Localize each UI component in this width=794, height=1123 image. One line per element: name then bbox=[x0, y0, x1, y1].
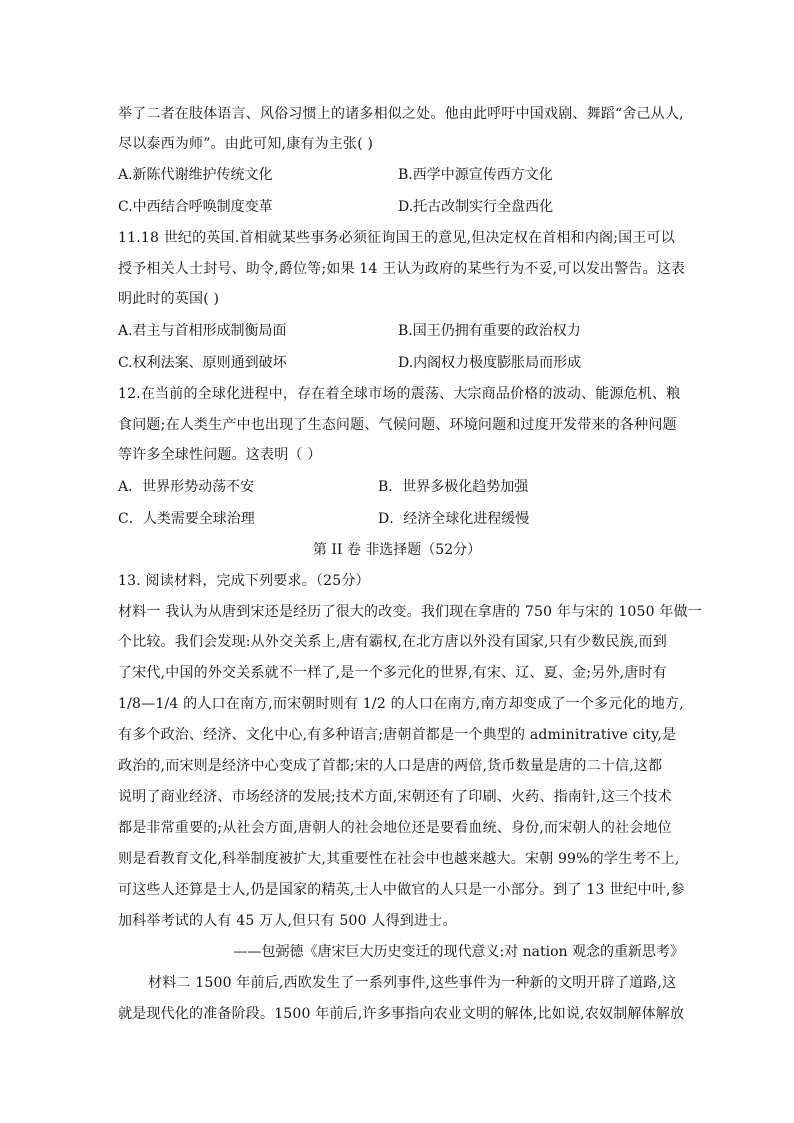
q10-option-b: B.西学中源宣传西方文化 bbox=[398, 167, 553, 183]
q13-material-1-line: 了宋代,中国的外交关系就不一样了,是一个多元化的世界,有宋、辽、夏、金;另外,唐时有 bbox=[118, 665, 667, 681]
q13-material-1-source: ——包弼德《唐宋巨大历史变迁的现代意义:对 nation 观念的重新思考》 bbox=[233, 944, 684, 960]
q12-text-line-3: 等许多全球性问题。这表明（ ） bbox=[118, 447, 322, 463]
q13-material-1-line: 加科举考试的人有 45 万人,但只有 500 人得到进士。 bbox=[118, 913, 457, 929]
q12-option-d: D．经济全球化进程缓慢 bbox=[378, 511, 530, 527]
q10-text-line-2: 尽以泰西为师”。由此可知,康有为主张( ) bbox=[118, 136, 374, 152]
q13-material-1-line: 有多个政治、经济、文化中心,有多种语言;唐朝首都是一个典型的 adminitrative city,是 bbox=[118, 727, 677, 743]
section-2-heading: 第 II 卷 非选择题（52分） bbox=[312, 542, 482, 558]
q12-option-a: A．世界形势动荡不安 bbox=[118, 479, 255, 495]
q13-material-1-line: 则是看教育文化,科举制度被扩大,其重要性在社会中也越来越大。宋朝 99%的学生考不上, bbox=[118, 851, 680, 867]
q10-text-line-1: 举了二者在肢体语言、风俗习惯上的诸多相似之处。他由此呼吁中国戏剧、舞蹈“舍己从人, bbox=[118, 106, 684, 122]
q13-material-1-line: 政治的,而宋则是经济中心变成了首都;宋的人口是唐的两倍,货币数量是唐的二十信,这都 bbox=[118, 758, 663, 774]
q10-option-a: A.新陈代谢维护传统文化 bbox=[118, 167, 273, 183]
q11-option-b: B.国王仍拥有重要的政治权力 bbox=[398, 323, 581, 339]
q13-material-1-line: 说明了商业经济、市场经济的发展;技术方面,宋朝还有了印刷、火药、指南针,这三个技术 bbox=[118, 789, 672, 805]
q12-option-b: B．世界多极化趋势加强 bbox=[378, 479, 529, 495]
q11-text-line-3: 明此时的英国( ) bbox=[118, 291, 220, 307]
q12-option-c: C．人类需要全球治理 bbox=[118, 511, 255, 527]
q12-text-line-2: 食问题;在人类生产中也出现了生态问题、气候问题、环境问题和过度开发带来的各种问题 bbox=[118, 417, 677, 433]
q13-material-1-line: 个比较。我们会发现:从外交关系上,唐有霸权,在北方唐以外没有国家,只有少数民族,而到 bbox=[118, 634, 667, 650]
q13-material-1-line: 1/8—1/4 的人口在南方,而宋朝时则有 1/2 的人口在南方,南方却变成了一个多元化的地方, bbox=[118, 696, 684, 712]
q10-option-c: C.中西结合呼唤制度变革 bbox=[118, 199, 273, 215]
q10-option-d: D.托古改制实行全盘西化 bbox=[398, 199, 554, 215]
q11-text-line-2: 授予相关人士封号、助令,爵位等;如果 14 王认为政府的某些行为不妥,可以发出警告。这表 bbox=[118, 261, 686, 277]
q13-material-2-line: 就是现代化的准备阶段。1500 年前后,许多事指向农业文明的解体,比如说,农奴制解体解放 bbox=[118, 1006, 685, 1022]
q13-material-1-line: 都是非常重要的;从社会方面,唐朝人的社会地位还是要看血统、身份,而宋朝人的社会地位 bbox=[118, 820, 672, 836]
q11-text-line-1: 11.18 世纪的英国.首相就某些事务必须征询国王的意见,但决定权在首相和内阁;国王可以 bbox=[118, 230, 675, 246]
q11-option-a: A.君主与首相形成制衡局面 bbox=[118, 323, 287, 339]
q13-material-1-line: 材料一 我认为从唐到宋还是经历了很大的改变。我们现在拿唐的 750 年与宋的 1050 年做一 bbox=[118, 604, 702, 620]
q12-text-line-1: 12.在当前的全球化进程中，存在着全球市场的震荡、大宗商品价格的波动、能源危机、粮 bbox=[118, 386, 681, 402]
q13-material-2-line: 材料二 1500 年前后,西欧发生了一系列事件,这些事件为一种新的文明开辟了道路,这 bbox=[148, 975, 677, 991]
q13-heading: 13. 阅读材料，完成下列要求。（25分） bbox=[118, 573, 370, 589]
q11-option-d: D.内阁权力极度膨胀局而形成 bbox=[398, 355, 582, 371]
q11-option-c: C.权利法案、原则通到破坏 bbox=[118, 355, 287, 371]
q13-material-1-line: 可这些人还算是士人,仍是国家的精英,士人中做官的人只是一小部分。到了 13 世纪中叶,参 bbox=[118, 882, 685, 898]
